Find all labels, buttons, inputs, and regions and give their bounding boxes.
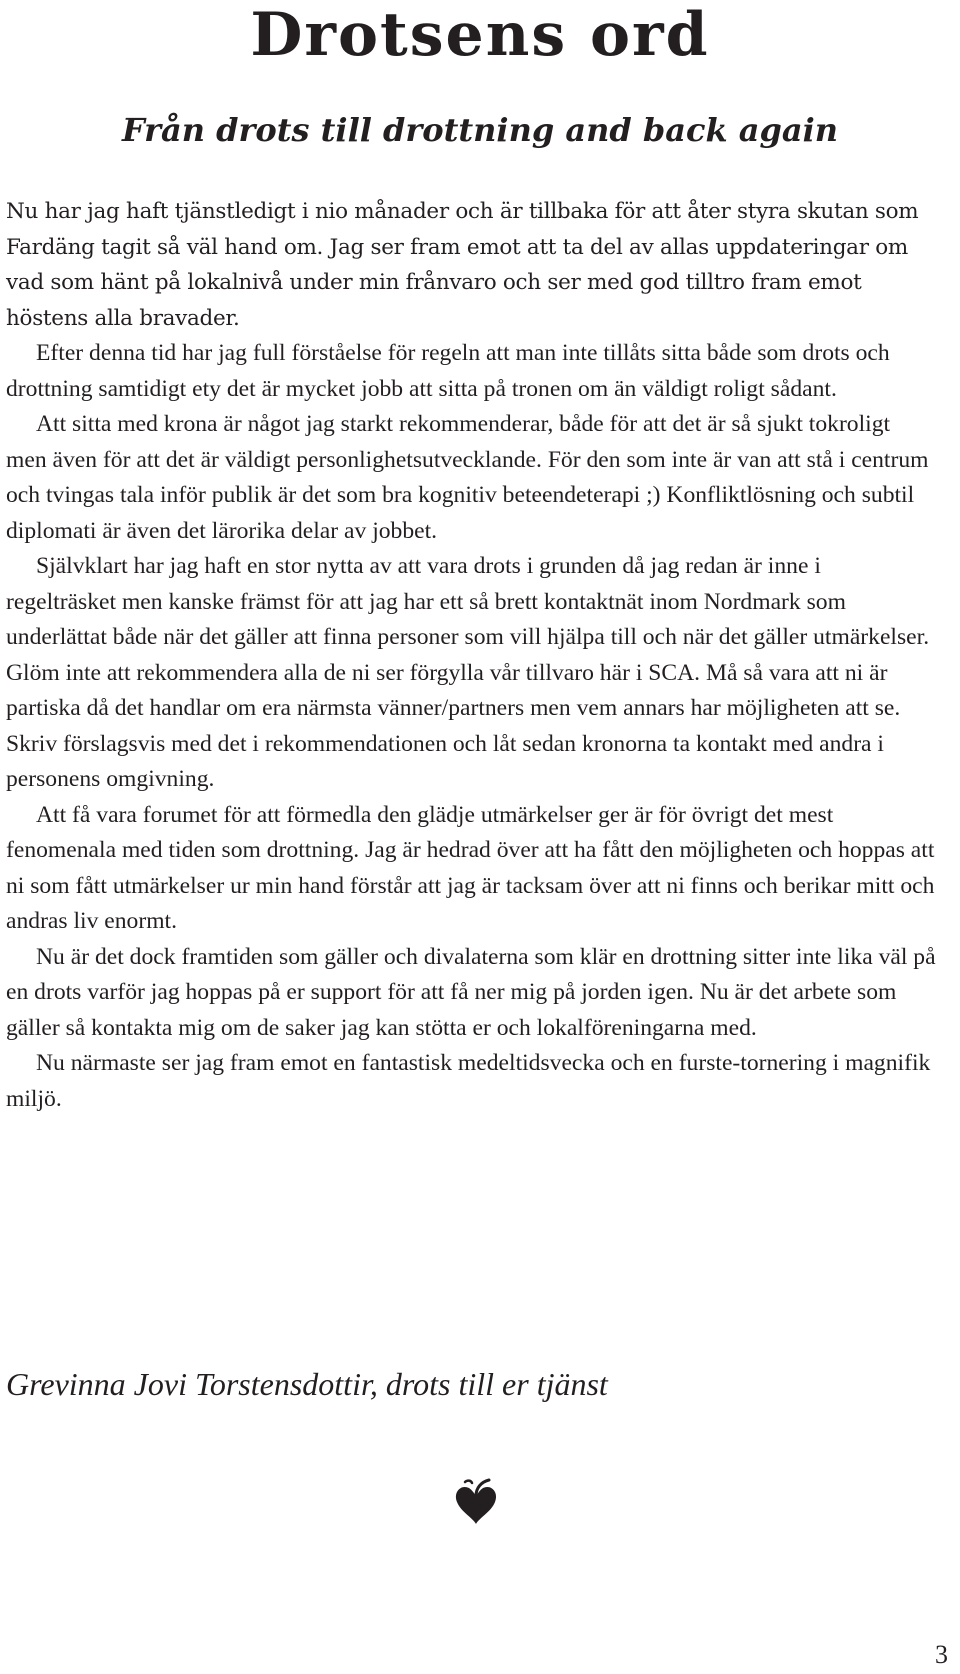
page-title: Drotsens ord (250, 0, 710, 70)
article-paragraph: Självklart har jag haft en stor nytta av att vara drots i grunden då jag redan är inne i regelträsket men kanske främst för att jag har ett så brett kontaktnät inom Nordmark som underlättat både när det gäller att finna personer som vill hjälpa till och när det gäller utmärkelser. Glöm inte att rekommendera alla de ni ser förgylla vår tillvaro här i SCA. Må så vara att ni är partiska då det handlar om era närmsta vänner/partners men vem annars har möjligheten att se. Skriv förslagsvis med det i rekommendationen och låt sedan kronorna ta kontakt med andra i personens omgivning. (6, 553, 930, 792)
article-paragraph: Nu är det dock framtiden som gäller och divalaterna som klär en drottning sitter inte lika väl på en drots varför jag hoppas på er support för att få ner mig på jorden igen. Nu är det arbete som gäller så kontakta mig om de saker jag kan stötta er och lokalföreningarna med. (6, 943, 936, 1041)
article-paragraph: Att sitta med krona är något jag starkt rekommenderar, både för att det är så sjukt tokroligt men även för att det är väldigt personlighetsutvecklande. För den som inte är van att stå i centrum och tvingas tala inför publik är det som bra kognitiv beteendeterapi ;) Konfliktlösning och subtil diplomati är även det lärorika delar av jobbet. (6, 411, 929, 544)
hedera-leaf-icon (453, 1478, 499, 1526)
article-paragraph: Efter denna tid har jag full förståelse för regeln att man inte tillåts sitta både som drots och drottning samtidigt ety det är mycket jobb att sitta på tronen om än väldigt roligt sådant. (6, 340, 890, 402)
article-paragraph: Nu närmaste ser jag fram emot en fantastisk medeltidsvecka och en furste-tornering i magnifik miljö. (6, 1050, 931, 1112)
signature: Grevinna Jovi Torstensdottir, drots till er tjänst (6, 1366, 608, 1402)
page-number: 3 (935, 1640, 948, 1669)
page-subtitle: Från drots till drottning and back again (121, 111, 839, 149)
article-paragraph: Att få vara forumet för att förmedla den glädje utmärkelser ger är för övrigt det mest fenomenala med tiden som drottning. Jag är hedrad över att ha fått den möjligheten och hoppas att ni som fått utmärkelser ur min hand förstår att jag är tacksam över att ni finns och berikar mitt och andras liv enormt. (6, 801, 935, 934)
article-body (6, 194, 936, 1117)
article-paragraph: Nu har jag haft tjänstledigt i nio månader och är tillbaka för att åter styra skutan som Fardäng tagit så väl hand om. Jag ser fram emot att ta del av allas uppdateringar om vad som hänt på lokalnivå under min frånvaro och ser med god tilltro fram emot höstens alla bravader. (6, 199, 919, 331)
